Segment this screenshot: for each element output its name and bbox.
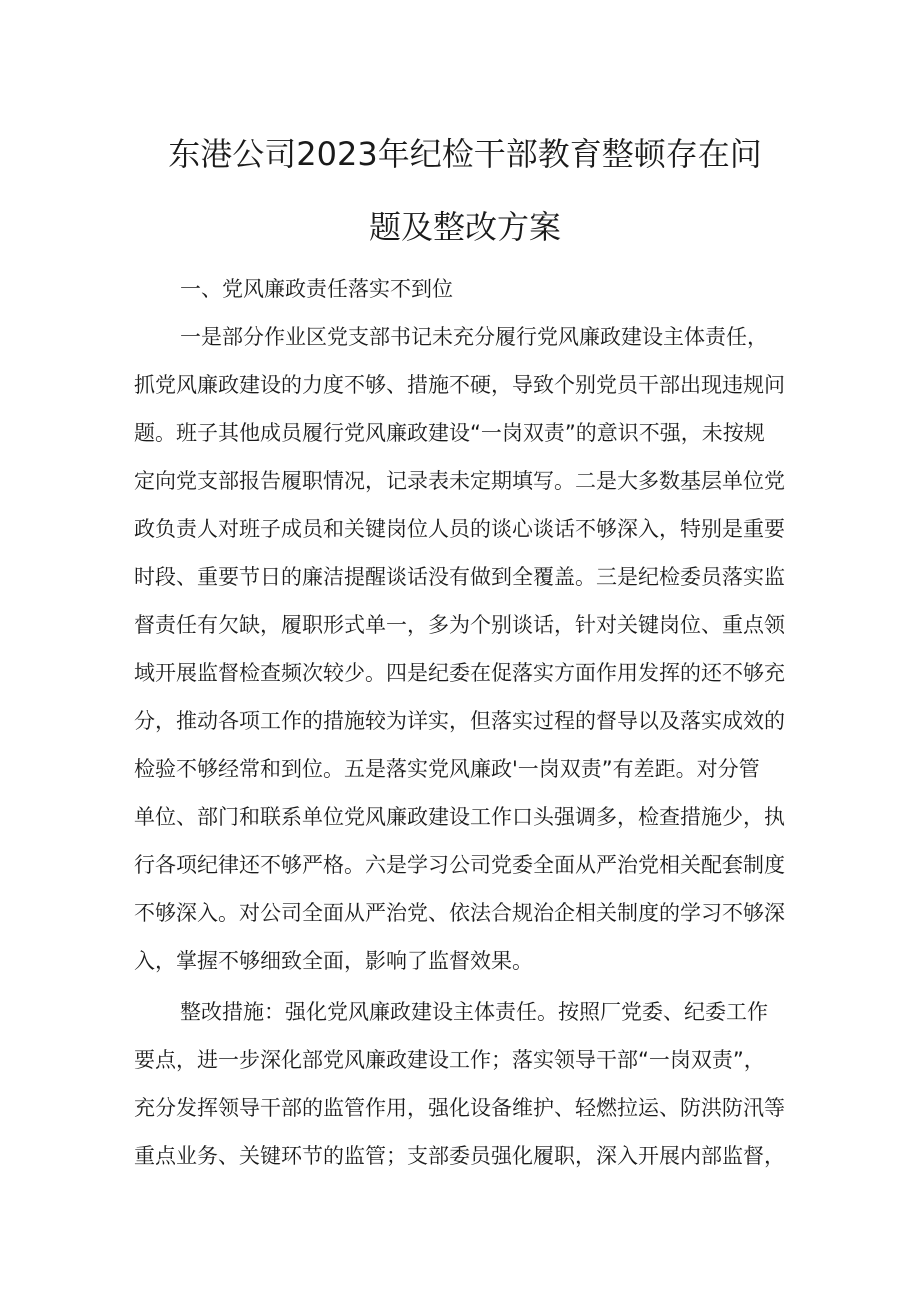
- paragraph-line: 时段、重要节日的廉洁提醒谈话没有做到全覆盖。三是纪检委员落实监: [134, 565, 785, 589]
- document-title-line-1: 东港公司2023年纪检干部教育整顿存在问: [168, 135, 762, 173]
- paragraph-line: 检验不够经常和到位。五是落实党风廉政'一岗双责”有差距。对分管: [134, 757, 760, 781]
- paragraph-line: 一是部分作业区党支部书记未充分履行党风廉政建设主体责任，: [180, 325, 768, 349]
- paragraph-line: 抓党风廉政建设的力度不够、措施不硬，导致个别党员干部出现违规问: [134, 373, 785, 397]
- document-title-line-2: 题及整改方案: [368, 208, 561, 246]
- paragraph-line: 域开展监督检查频次较少。四是纪委在促落实方面作用发挥的还不够充: [134, 661, 785, 685]
- paragraph-line: 重点业务、关键环节的监管；支部委员强化履职，深入开展内部监督，: [134, 1144, 785, 1168]
- paragraph-line: 定向党支部报告履职情况，记录表未定期填写。二是大多数基层单位党: [134, 469, 785, 493]
- section-heading: 一、党风廉政责任落实不到位: [180, 277, 453, 301]
- paragraph-line: 不够深入。对公司全面从严治党、依法合规治企相关制度的学习不够深: [134, 901, 785, 925]
- paragraph-line: 题。班子其他成员履行党风廉政建设“一岗双责”的意识不强，未按规: [134, 421, 765, 445]
- paragraph-line: 入，掌握不够细致全面，影响了监督效果。: [134, 949, 533, 973]
- paragraph-line: 分，推动各项工作的措施较为详实，但落实过程的督导以及落实成效的: [134, 709, 785, 733]
- paragraph-line: 要点，进一步深化部党风廉政建设工作；落实领导干部“一岗双责”，: [134, 1048, 765, 1072]
- paragraph-line: 单位、部门和联系单位党风廉政建设工作口头强调多，检查措施少，执: [134, 805, 785, 829]
- paragraph-line: 整改措施：强化党风廉政建设主体责任。按照厂党委、纪委工作: [180, 1000, 768, 1024]
- paragraph-line: 督责任有欠缺，履职形式单一，多为个别谈话，针对关键岗位、重点领: [134, 613, 785, 637]
- paragraph-line: 充分发挥领导干部的监管作用，强化设备维护、轻燃拉运、防洪防汛等: [134, 1096, 785, 1120]
- paragraph-line: 政负责人对班子成员和关键岗位人员的谈心谈话不够深入，特别是重要: [134, 517, 785, 541]
- paragraph-line: 行各项纪律还不够严格。六是学习公司党委全面从严治党相关配套制度: [134, 853, 785, 877]
